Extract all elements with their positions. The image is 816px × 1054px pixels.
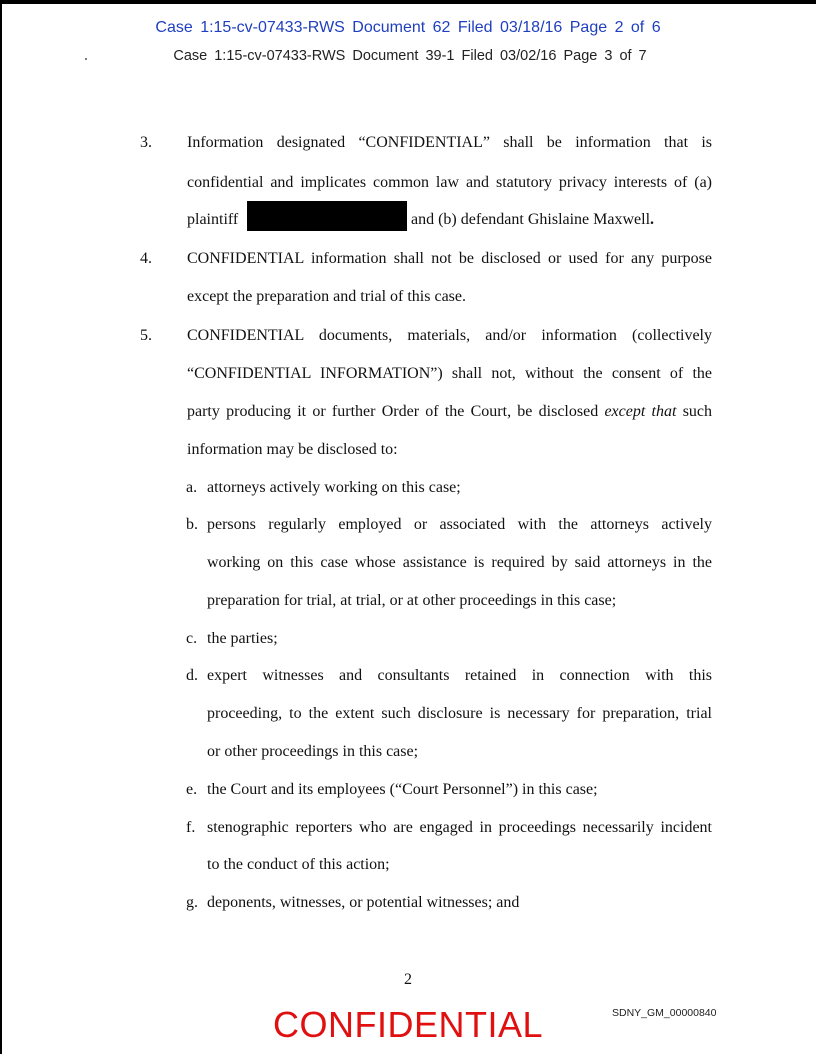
paragraph-3-number: 3. <box>140 134 152 151</box>
sub-item-f-line-2: to the conduct of this action; <box>207 856 390 873</box>
filed-stamp: Case 1:15-cv-07433-RWS Document 62 Filed 03/18/16 Page 2 of 6 <box>155 19 661 36</box>
sub-item-f-letter: f. <box>186 819 196 836</box>
paragraph-3-line-1: Information designated “CONFIDENTIAL” shall be information that is <box>187 134 712 151</box>
paragraph-5-line-4: information may be disclosed to: <box>187 441 398 458</box>
sub-item-e-line-1: the Court and its employees (“Court Personnel”) in this case; <box>207 781 598 798</box>
exhibit-stamp: Case 1:15-cv-07433-RWS Document 39-1 Filed 03/02/16 Page 3 of 7 <box>173 48 647 64</box>
sub-item-d-line-2: proceeding, to the extent such disclosure is necessary for preparation, trial <box>207 705 712 722</box>
bates-number: SDNY_GM_00000840 <box>612 1007 717 1019</box>
page-number: 2 <box>404 971 412 988</box>
paragraph-4-number: 4. <box>140 250 152 267</box>
paragraph-4-line-2: except the preparation and trial of this case. <box>187 288 466 305</box>
sub-item-f-line-1: stenographic reporters who are engaged in proceedings necessarily incident <box>207 819 712 836</box>
sub-item-c-line-1: the parties; <box>207 630 278 647</box>
sub-item-a-line-1: attorneys actively working on this case; <box>207 479 461 496</box>
left-border <box>0 0 2 1054</box>
paragraph-3-line-2: confidential and implicates common law and statutory privacy interests of (a) <box>187 174 712 191</box>
sub-item-b-line-2: working on this case whose assistance is required by said attorneys in the <box>207 554 712 571</box>
sub-item-g-letter: g. <box>186 894 198 911</box>
paragraph-4-line-1: CONFIDENTIAL information shall not be disclosed or used for any purpose <box>187 250 712 267</box>
sub-item-b-line-3: preparation for trial, at trial, or at other proceedings in this case; <box>207 592 617 609</box>
paragraph-5-line-2: “CONFIDENTIAL INFORMATION”) shall not, without the consent of the <box>187 365 712 382</box>
paragraph-5-number: 5. <box>140 327 152 344</box>
paragraph-3-line-3-start: plaintiff <box>187 211 239 228</box>
sub-item-d-line-1: expert witnesses and consultants retained in connection with this <box>207 667 712 684</box>
paragraph-5-line-1: CONFIDENTIAL documents, materials, and/or information (collectively <box>187 327 712 344</box>
sub-item-g-line-1: deponents, witnesses, or potential witnesses; and <box>207 894 520 911</box>
sub-item-b-line-1: persons regularly employed or associated with the attorneys actively <box>207 516 712 533</box>
paragraph-5-line-3: party producing it or further Order of the Court, be disclosed except that such <box>187 403 713 420</box>
paragraph-3-line-3-end: and (b) defendant Ghislaine Maxwell. <box>411 211 655 228</box>
sub-item-b-letter: b. <box>186 516 198 533</box>
sub-item-c-letter: c. <box>186 630 198 647</box>
redaction-box <box>247 201 407 231</box>
top-border <box>0 0 816 4</box>
sub-item-d-letter: d. <box>186 667 198 684</box>
sub-item-e-letter: e. <box>186 781 198 798</box>
sub-item-a-letter: a. <box>186 479 198 496</box>
confidential-stamp: CONFIDENTIAL <box>272 1004 544 1045</box>
sub-item-d-line-3: or other proceedings in this case; <box>207 743 419 760</box>
